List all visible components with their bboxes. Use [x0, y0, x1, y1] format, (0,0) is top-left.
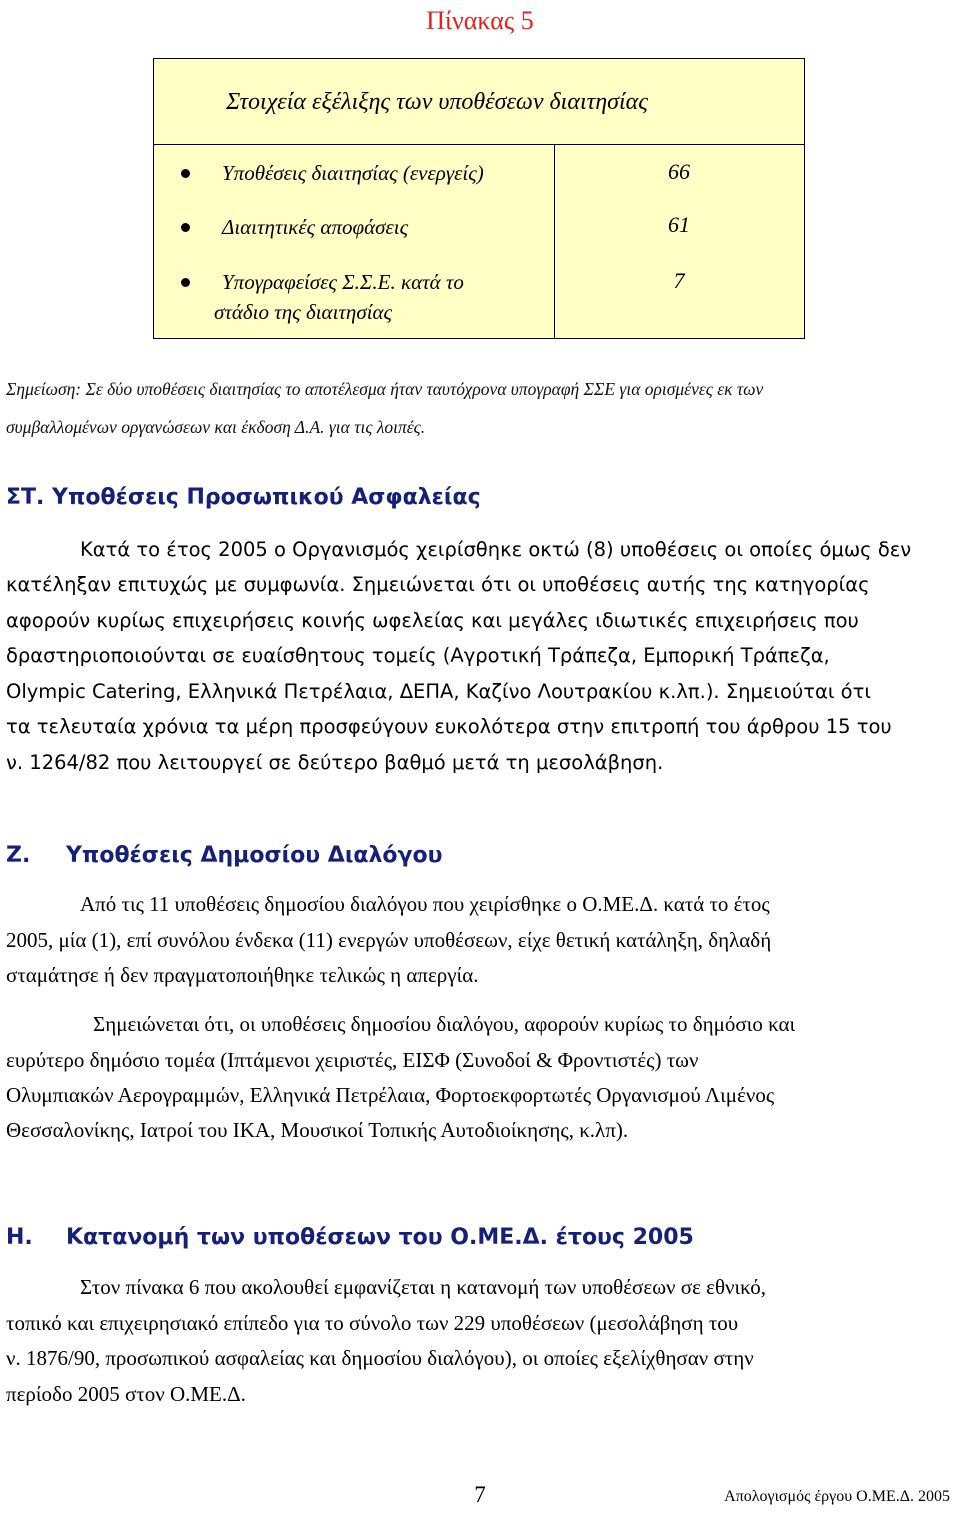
page-number: 7 — [474, 1482, 486, 1507]
table-row-value: 7 — [673, 268, 685, 293]
table-divider — [154, 144, 804, 145]
table-row-label: Υπογραφείσες Σ.Σ.Ε. κατά το — [222, 270, 464, 294]
arbitration-table — [153, 58, 805, 339]
section-z-heading — [6, 841, 443, 871]
paragraph-line: σταμάτησε ή δεν πραγματοποιήθηκε τελικώς η απεργία. — [6, 963, 479, 987]
table-row-value: 66 — [668, 159, 690, 184]
paragraph-line: Κατά το έτος 2005 ο Οργανισμός χειρίσθηκε οκτώ (8) υποθέσεις οι οποίες όμως δεν — [80, 538, 912, 561]
section-h-title: Κατανομή των υποθέσεων του Ο.ΜΕ.Δ. έτους 2005 — [66, 1225, 694, 1250]
table-note-line: Σημείωση: Σε δύο υποθέσεις διαιτησίας το αποτέλεσμα ήταν ταυτόχρονα υπογραφή ΣΣΕ για ορισμένες εκ των — [6, 379, 764, 399]
paragraph-line: περίοδο 2005 στον Ο.ΜΕ.Δ. — [6, 1382, 246, 1406]
paragraph-line: τοπικό και επιχειρησιακό επίπεδο για το σύνολο των 229 υποθέσεων (μεσολάβηση του — [6, 1311, 739, 1335]
section-z-title: Υποθέσεις Δημοσίου Διαλόγου — [66, 843, 443, 868]
section-h-number: Η. — [6, 1225, 33, 1250]
paragraph-line: Ολυμπιακών Αερογραμμών, Ελληνικά Πετρέλαια, Φορτοεκφορτωτές Οργανισμού Λιμένος — [6, 1083, 775, 1107]
section-z-number: Ζ. — [6, 843, 31, 868]
table-caption: Πίνακας 5 — [426, 6, 534, 35]
paragraph-line: Στον πίνακα 6 που ακολουθεί εμφανίζεται η κατανομή των υποθέσεων σε εθνικό, — [80, 1275, 767, 1299]
bullet-icon — [181, 223, 190, 232]
paragraph-line: ν. 1264/82 που λειτουργεί σε δεύτερο βαθμό μετά τη μεσολάβηση. — [6, 751, 664, 774]
bullet-icon — [181, 278, 190, 287]
paragraph-line: αφορούν κυρίως επιχειρήσεις κοινής ωφελείας και μεγάλες ιδιωτικές επιχειρήσεις που — [6, 609, 859, 632]
paragraph-line: ν. 1876/90, προσωπικού ασφαλείας και δημοσίου διαλόγου), οι οποίες εξελίχθησαν στην — [6, 1346, 754, 1370]
paragraph-line: ευρύτερο δημόσιο τομέα (Ιπτάμενοι χειριστές, ΕΙΣΦ (Συνοδοί & Φροντιστές) των — [6, 1048, 699, 1072]
table-row-label: Υποθέσεις διαιτησίας (ενεργείς) — [222, 161, 484, 185]
footer-text: Απολογισμός έργου Ο.ΜΕ.Δ. 2005 — [724, 1488, 950, 1505]
table-title: Στοιχεία εξέλιξης των υποθέσεων διαιτησίας — [226, 89, 648, 115]
table-note-line: συμβαλλομένων οργανώσεων και έκδοση Δ.Α. για τις λοιπές. — [6, 417, 426, 437]
paragraph-line: τα τελευταία χρόνια τα μέρη προσφεύγουν ευκολότερα στην επιτροπή του άρθρου 15 του — [6, 715, 892, 738]
paragraph-line: Από τις 11 υποθέσεις δημοσίου διαλόγου που χειρίσθηκε ο Ο.ΜΕ.Δ. κατά το έτος — [80, 892, 770, 916]
paragraph-line: κατέληξαν επιτυχώς με συμφωνία. Σημειώνεται ότι οι υποθέσεις αυτής της κατηγορίας — [6, 573, 870, 596]
paragraph-line: δραστηριοποιούνται σε ευαίσθητους τομείς (Αγροτική Τράπεζα, Εμπορική Τράπεζα, — [6, 644, 830, 667]
paragraph-line: Olympic Catering, Ελληνικά Πετρέλαια, ΔΕΠΑ, Καζίνο Λουτρακίου κ.λπ.). Σημειούται ότι — [6, 680, 871, 703]
paragraph-line: Σημειώνεται ότι, οι υποθέσεις δημοσίου διαλόγου, αφορούν κυρίως το δημόσιο και — [93, 1012, 796, 1036]
bullet-icon — [181, 169, 190, 178]
section-st-heading: ΣΤ. Υποθέσεις Προσωπικού Ασφαλείας — [6, 485, 481, 510]
section-h-heading — [6, 1223, 694, 1253]
paragraph-line: Θεσσαλονίκης, Ιατροί του ΙΚΑ, Μουσικοί Τοπικής Αυτοδιοίκησης, κ.λπ). — [6, 1118, 629, 1142]
table-row-label-cont: στάδιο της διαιτησίας — [214, 300, 393, 324]
table-row-label: Διαιτητικές αποφάσεις — [222, 215, 409, 239]
paragraph-line: 2005, μία (1), επί συνόλου ένδεκα (11) ενεργών υποθέσεων, είχε θετική κατάληξη, δηλαδή — [6, 928, 772, 952]
table-row-value: 61 — [668, 212, 690, 237]
